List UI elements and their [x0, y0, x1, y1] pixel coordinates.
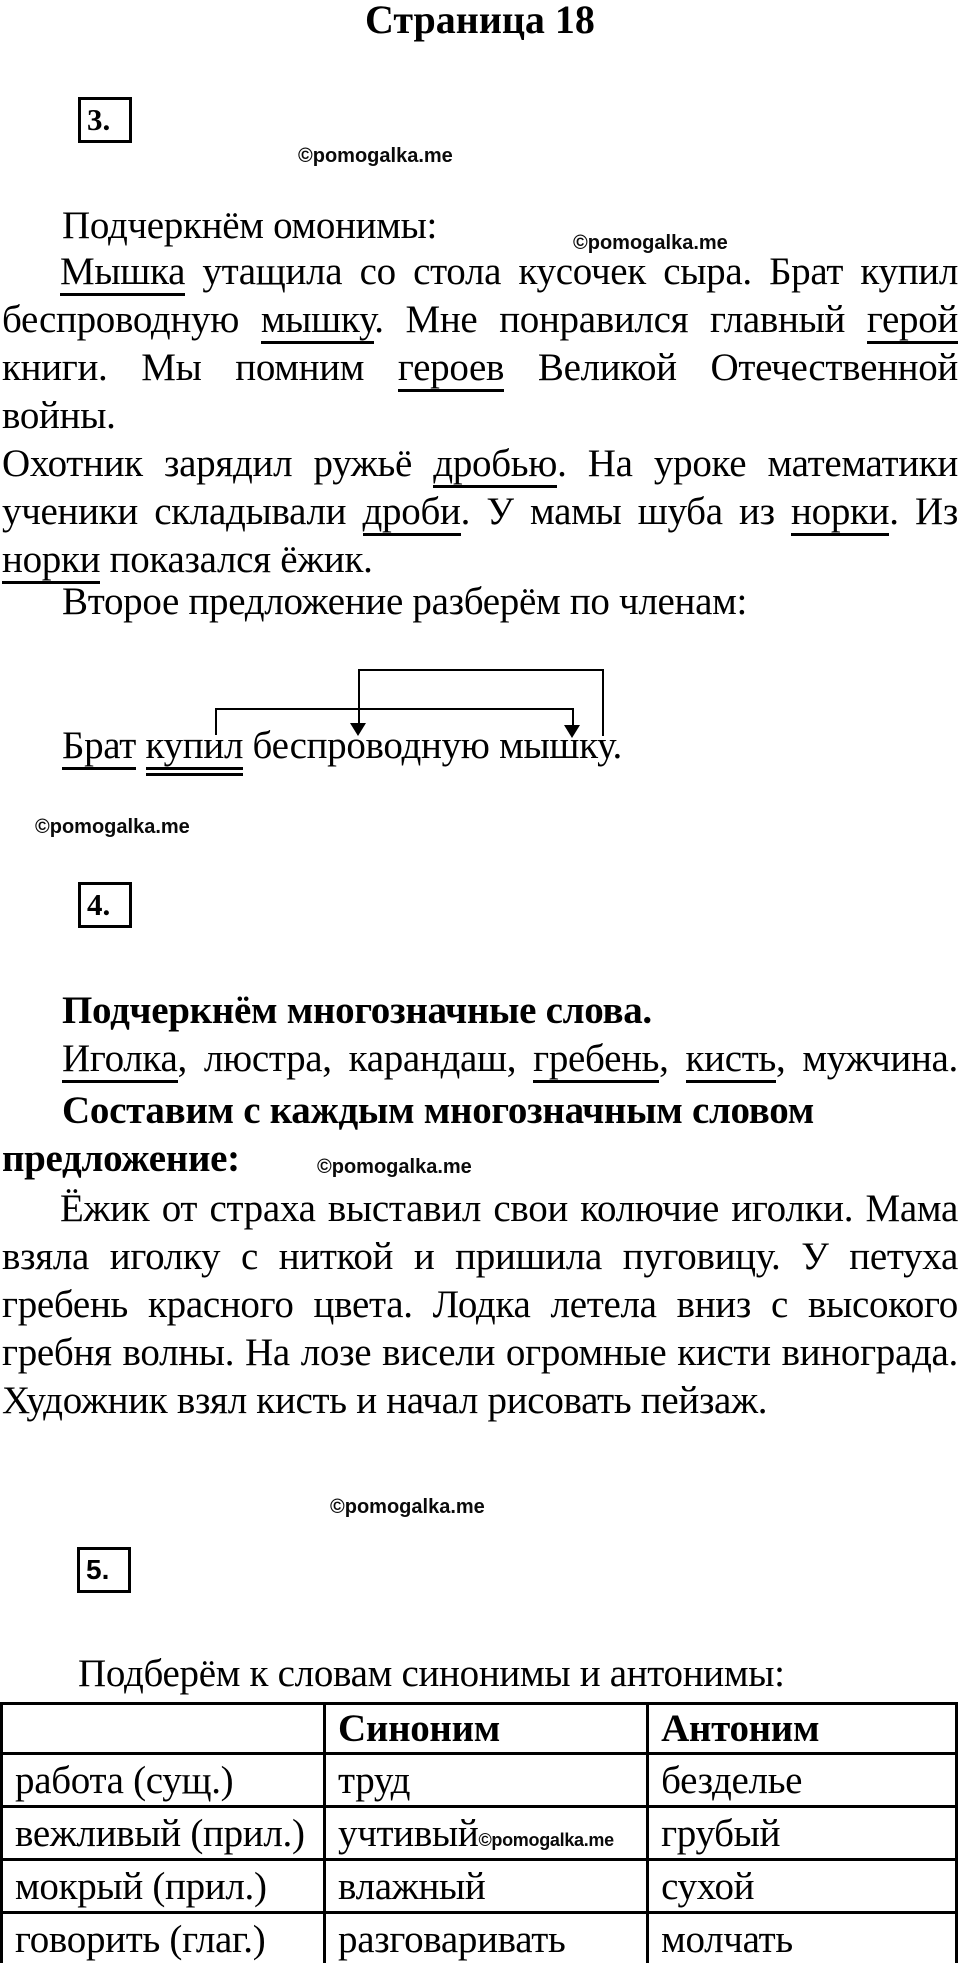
text-line	[2, 1329, 958, 1377]
text-segment: беспроводную	[2, 298, 261, 341]
text-segment: беспроводную мышку.	[243, 724, 622, 767]
underlined-word: Брат	[62, 724, 136, 770]
table-row	[2, 1807, 957, 1860]
exercise-3-intro: Подчеркнём омонимы:	[62, 204, 438, 247]
underlined-word: Иголка	[62, 1037, 178, 1083]
parse-intro: Второе предложение разберём по членам:	[62, 580, 748, 623]
underlined-word: кисть	[686, 1037, 776, 1083]
watermark-6: ©pomogalka.me	[478, 1829, 614, 1850]
underlined-word: героев	[398, 346, 504, 392]
text-segment: Художник взял кисть и начал рисовать пейзаж.	[2, 1379, 768, 1422]
synonym-cell: труд	[325, 1754, 648, 1807]
word-cell: вежливый (прил.)	[2, 1807, 325, 1860]
text-segment: , люстра, карандаш,	[177, 1037, 534, 1080]
exercise-4-paragraph	[2, 1185, 958, 1425]
text-line	[2, 1233, 958, 1281]
text-segment: взяла иголку с ниткой и пришила пуговицу. У петуха	[2, 1235, 958, 1278]
table-row	[2, 1913, 957, 1963]
text-segment: книги. Мы помним	[2, 346, 398, 389]
text-segment: Охотник зарядил ружьё	[2, 442, 434, 485]
synonym-antonym-table	[0, 1702, 958, 1963]
word-cell: работа (сущ.)	[2, 1754, 325, 1807]
underlined-word: норки	[2, 538, 100, 584]
word-cell: мокрый (прил.)	[2, 1860, 325, 1913]
watermark-3: ©pomogalka.me	[35, 816, 190, 838]
exercise-4-task2-line2: предложение:	[2, 1137, 240, 1180]
watermark-4: ©pomogalka.me	[317, 1156, 472, 1178]
header-empty-cell	[2, 1704, 325, 1754]
text-segment: Ёжик от страха выставил свои колючие иголки. Мама	[60, 1187, 958, 1230]
text-segment: гребня волны. На лозе висели огромные кисти винограда.	[2, 1331, 958, 1374]
text-line	[2, 1377, 958, 1425]
text-segment: , мужчина.	[775, 1037, 958, 1080]
exercise-3-paragraph	[2, 248, 958, 584]
watermark-5: ©pomogalka.me	[330, 1496, 485, 1518]
text-segment: показался ёжик.	[100, 538, 373, 581]
text-line	[2, 248, 958, 296]
exercise-4-number-box: 4.	[78, 882, 132, 928]
underlined-word: мышку	[261, 298, 374, 344]
parsed-sentence	[62, 722, 622, 770]
text-segment	[136, 724, 145, 767]
synonym-cell: влажный	[325, 1860, 648, 1913]
synonym-text: учтивый	[338, 1811, 479, 1855]
antonym-cell: сухой	[648, 1860, 957, 1913]
header-antonym-cell: Антоним	[648, 1704, 957, 1754]
text-segment: . Из	[889, 490, 958, 533]
exercise-4-task1: Подчеркнём многозначные слова.	[62, 989, 652, 1032]
page-title: Страница 18	[365, 0, 595, 42]
antonym-cell: молчать	[648, 1913, 957, 1963]
table-header-row	[2, 1704, 957, 1754]
upper-bracket-left-line	[358, 669, 360, 723]
text-segment: . На уроке математики	[557, 442, 958, 485]
text-segment: гребень красного цвета. Лодка летела вниз с высокого	[2, 1283, 958, 1326]
upper-bracket-top-line	[358, 669, 604, 671]
text-line	[2, 488, 958, 536]
underlined-word: дробью	[433, 442, 557, 488]
text-line	[2, 536, 958, 584]
text-line	[2, 344, 958, 440]
word-cell: говорить (глаг.)	[2, 1913, 325, 1963]
underlined-word: купил	[146, 724, 244, 776]
text-segment: . Мне понравился главный	[374, 298, 867, 341]
table-row	[2, 1754, 957, 1807]
exercise-5-number-box: 5.	[77, 1547, 131, 1593]
text-segment: Великой Отечественной войны.	[2, 346, 958, 437]
exercise-4-word-list	[62, 1035, 958, 1083]
table-row	[2, 1860, 957, 1913]
underlined-word: норки	[791, 490, 889, 536]
watermark-1: ©pomogalka.me	[298, 145, 453, 167]
synonym-cell: разговаривать	[325, 1913, 648, 1963]
text-segment: ,	[659, 1037, 686, 1080]
synonym-cell	[325, 1807, 648, 1860]
underlined-word: дроби	[363, 490, 461, 536]
underlined-word: гребень	[533, 1037, 659, 1083]
text-line	[2, 1281, 958, 1329]
lower-bracket-top-line	[215, 708, 574, 710]
text-line	[2, 440, 958, 488]
exercise-3-number-box: 3.	[78, 97, 132, 143]
text-line	[2, 296, 958, 344]
header-synonym-cell: Синоним	[325, 1704, 648, 1754]
exercise-5-intro: Подберём к словам синонимы и антонимы:	[78, 1652, 785, 1695]
text-segment: ученики складывали	[2, 490, 363, 533]
underlined-word: герой	[867, 298, 958, 344]
text-segment: . У мамы шуба из	[460, 490, 792, 533]
underlined-word: Мышка	[60, 250, 185, 296]
watermark-2: ©pomogalka.me	[573, 232, 728, 254]
antonym-cell: грубый	[648, 1807, 957, 1860]
antonym-cell: безделье	[648, 1754, 957, 1807]
text-line	[2, 1185, 958, 1233]
text-segment: утащила со стола кусочек сыра. Брат купил	[185, 250, 958, 293]
exercise-4-task2-line1: Составим с каждым многозначным словом	[62, 1089, 814, 1132]
